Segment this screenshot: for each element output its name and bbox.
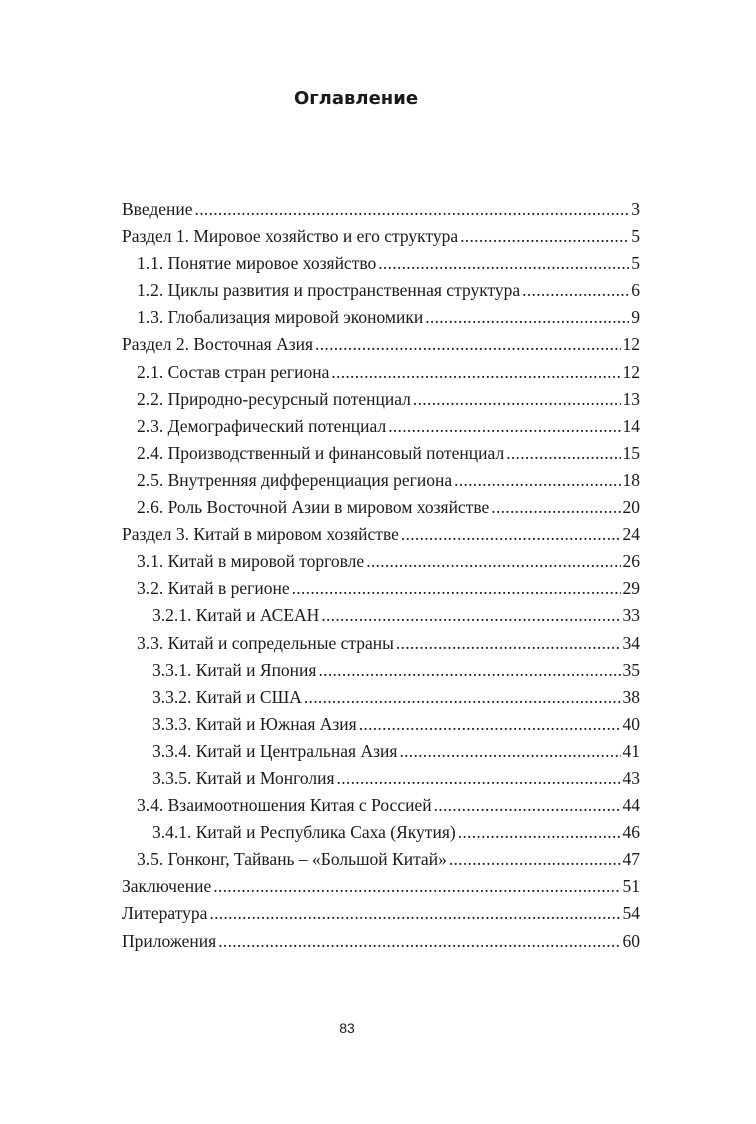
toc-entry [122, 873, 640, 900]
toc-entry-label: 3.2. Китай в регионе [137, 578, 290, 599]
toc-entry-label: Заключение [122, 876, 212, 897]
toc-entry [122, 928, 640, 955]
toc-entry-page: 44 [622, 795, 640, 816]
toc-entry [122, 792, 640, 819]
dot-leader [460, 223, 629, 250]
dot-leader [378, 250, 629, 277]
dot-leader [321, 602, 620, 629]
toc-entry [122, 223, 640, 250]
dot-leader [399, 738, 620, 765]
toc-entry [122, 250, 640, 277]
dot-leader [359, 711, 621, 738]
dot-leader [195, 196, 630, 223]
toc-entry-label: 3.3.2. Китай и США [152, 686, 302, 707]
toc-entry [122, 521, 640, 548]
toc-entry-label: 2.4. Производственный и финансовый потенциал [137, 442, 505, 463]
toc-entry-page: 9 [631, 307, 640, 328]
toc-entry-page: 51 [622, 876, 640, 897]
toc-entry-page: 6 [631, 280, 640, 301]
page-number: 83 [339, 1020, 355, 1036]
dot-leader [396, 630, 621, 657]
toc-entry-label: 3.2.1. Китай и АСЕАН [152, 605, 320, 626]
toc-entry-page: 40 [622, 713, 640, 734]
toc-entry [122, 331, 640, 358]
dot-leader [506, 440, 620, 467]
toc-entry-label: 3.5. Гонконг, Тайвань – «Большой Китай» [137, 849, 447, 870]
dot-leader [331, 359, 620, 386]
dot-leader [425, 304, 629, 331]
toc-entry [122, 819, 640, 846]
toc-entry [122, 304, 640, 331]
toc-entry-page: 54 [622, 903, 640, 924]
dot-leader [318, 657, 620, 684]
toc-entry-page: 60 [622, 930, 640, 951]
toc-entry [122, 684, 640, 711]
toc-entry-label: 2.2. Природно-ресурсный потенциал [137, 388, 411, 409]
toc-entry-label: 2.3. Демографический потенциал [137, 415, 387, 436]
toc-entry [122, 277, 640, 304]
toc-entry [122, 765, 640, 792]
dot-leader [434, 792, 621, 819]
toc-entry-page: 5 [631, 226, 640, 247]
toc-entry-page: 46 [622, 822, 640, 843]
toc-entry-page: 3 [631, 199, 640, 219]
toc-entry-label: Приложения [122, 930, 217, 951]
toc-entry-label: 1.2. Циклы развития и пространственная структура [137, 280, 521, 301]
dot-leader [491, 494, 620, 521]
toc-entry-label: 3.3.4. Китай и Центральная Азия [152, 740, 398, 761]
toc-entry [122, 846, 640, 873]
dot-leader [366, 548, 620, 575]
toc-entry-label: 3.4.1. Китай и Республика Саха (Якутия) [152, 822, 456, 843]
toc-entry-label: Раздел 3. Китай в мировом хозяйстве [122, 524, 399, 545]
toc-entry-label: 2.6. Роль Восточной Азии в мировом хозяйстве [137, 497, 490, 518]
dot-leader [209, 900, 620, 927]
page-title: Оглавление [293, 88, 419, 109]
toc-entry-label: 2.5. Внутренняя дифференциация региона [137, 469, 453, 490]
toc-entry [122, 359, 640, 386]
toc-entry-page: 38 [622, 686, 640, 707]
toc-entry [122, 900, 640, 927]
toc-entry-label: 2.1. Состав стран региона [137, 361, 330, 382]
dot-leader [218, 928, 620, 955]
toc-entry [122, 575, 640, 602]
toc-entry [122, 386, 640, 413]
toc-entry-page: 35 [622, 659, 640, 680]
toc-entry-label: 3.3.3. Китай и Южная Азия [152, 713, 357, 734]
table-of-contents [122, 196, 640, 955]
toc-entry-page: 12 [622, 361, 640, 382]
toc-entry-label: Введение [122, 199, 193, 219]
dot-leader [454, 467, 620, 494]
dot-leader [522, 277, 629, 304]
dot-leader [388, 413, 620, 440]
toc-entry-page: 41 [622, 740, 640, 761]
toc-entry [122, 711, 640, 738]
dot-leader [413, 386, 621, 413]
toc-entry-label: 3.3.5. Китай и Монголия [152, 767, 335, 788]
toc-entry-page: 13 [622, 388, 640, 409]
toc-entry-label: Литература [122, 903, 208, 924]
dot-leader [304, 684, 621, 711]
toc-entry [122, 494, 640, 521]
toc-entry [122, 467, 640, 494]
toc-entry-page: 47 [622, 849, 640, 870]
dot-leader [449, 846, 621, 873]
toc-entry-page: 15 [622, 442, 640, 463]
toc-entry-page: 33 [622, 605, 640, 626]
toc-entry-label: 3.4. Взаимоотношения Китая с Россией [137, 795, 432, 816]
toc-entry-page: 12 [622, 334, 640, 355]
dot-leader [213, 873, 620, 900]
toc-entry-label: 1.3. Глобализация мировой экономики [137, 307, 424, 328]
toc-entry [122, 440, 640, 467]
toc-entry-page: 5 [631, 253, 640, 274]
toc-entry-label: 3.3.1. Китай и Япония [152, 659, 317, 680]
toc-entry-page: 34 [622, 632, 640, 653]
toc-entry-page: 43 [622, 767, 640, 788]
toc-entry-page: 18 [622, 469, 640, 490]
dot-leader [458, 819, 621, 846]
toc-entry [122, 196, 640, 223]
toc-entry-page: 26 [622, 551, 640, 572]
toc-entry [122, 413, 640, 440]
toc-entry [122, 548, 640, 575]
toc-entry-page: 24 [622, 524, 640, 545]
toc-entry-label: 3.3. Китай и сопредельные страны [137, 632, 394, 653]
toc-entry-page: 14 [622, 415, 640, 436]
toc-entry [122, 738, 640, 765]
toc-entry-page: 20 [622, 497, 640, 518]
toc-entry [122, 657, 640, 684]
toc-entry-label: Раздел 1. Мировое хозяйство и его структура [122, 226, 459, 247]
toc-entry-page: 29 [622, 578, 640, 599]
dot-leader [337, 765, 621, 792]
dot-leader [401, 521, 621, 548]
dot-leader [292, 575, 621, 602]
toc-entry-label: Раздел 2. Восточная Азия [122, 334, 314, 355]
toc-entry-label: 1.1. Понятие мировое хозяйство [137, 253, 377, 274]
toc-entry [122, 630, 640, 657]
toc-entry [122, 602, 640, 629]
dot-leader [315, 331, 620, 358]
toc-entry-label: 3.1. Китай в мировой торговле [137, 551, 365, 572]
